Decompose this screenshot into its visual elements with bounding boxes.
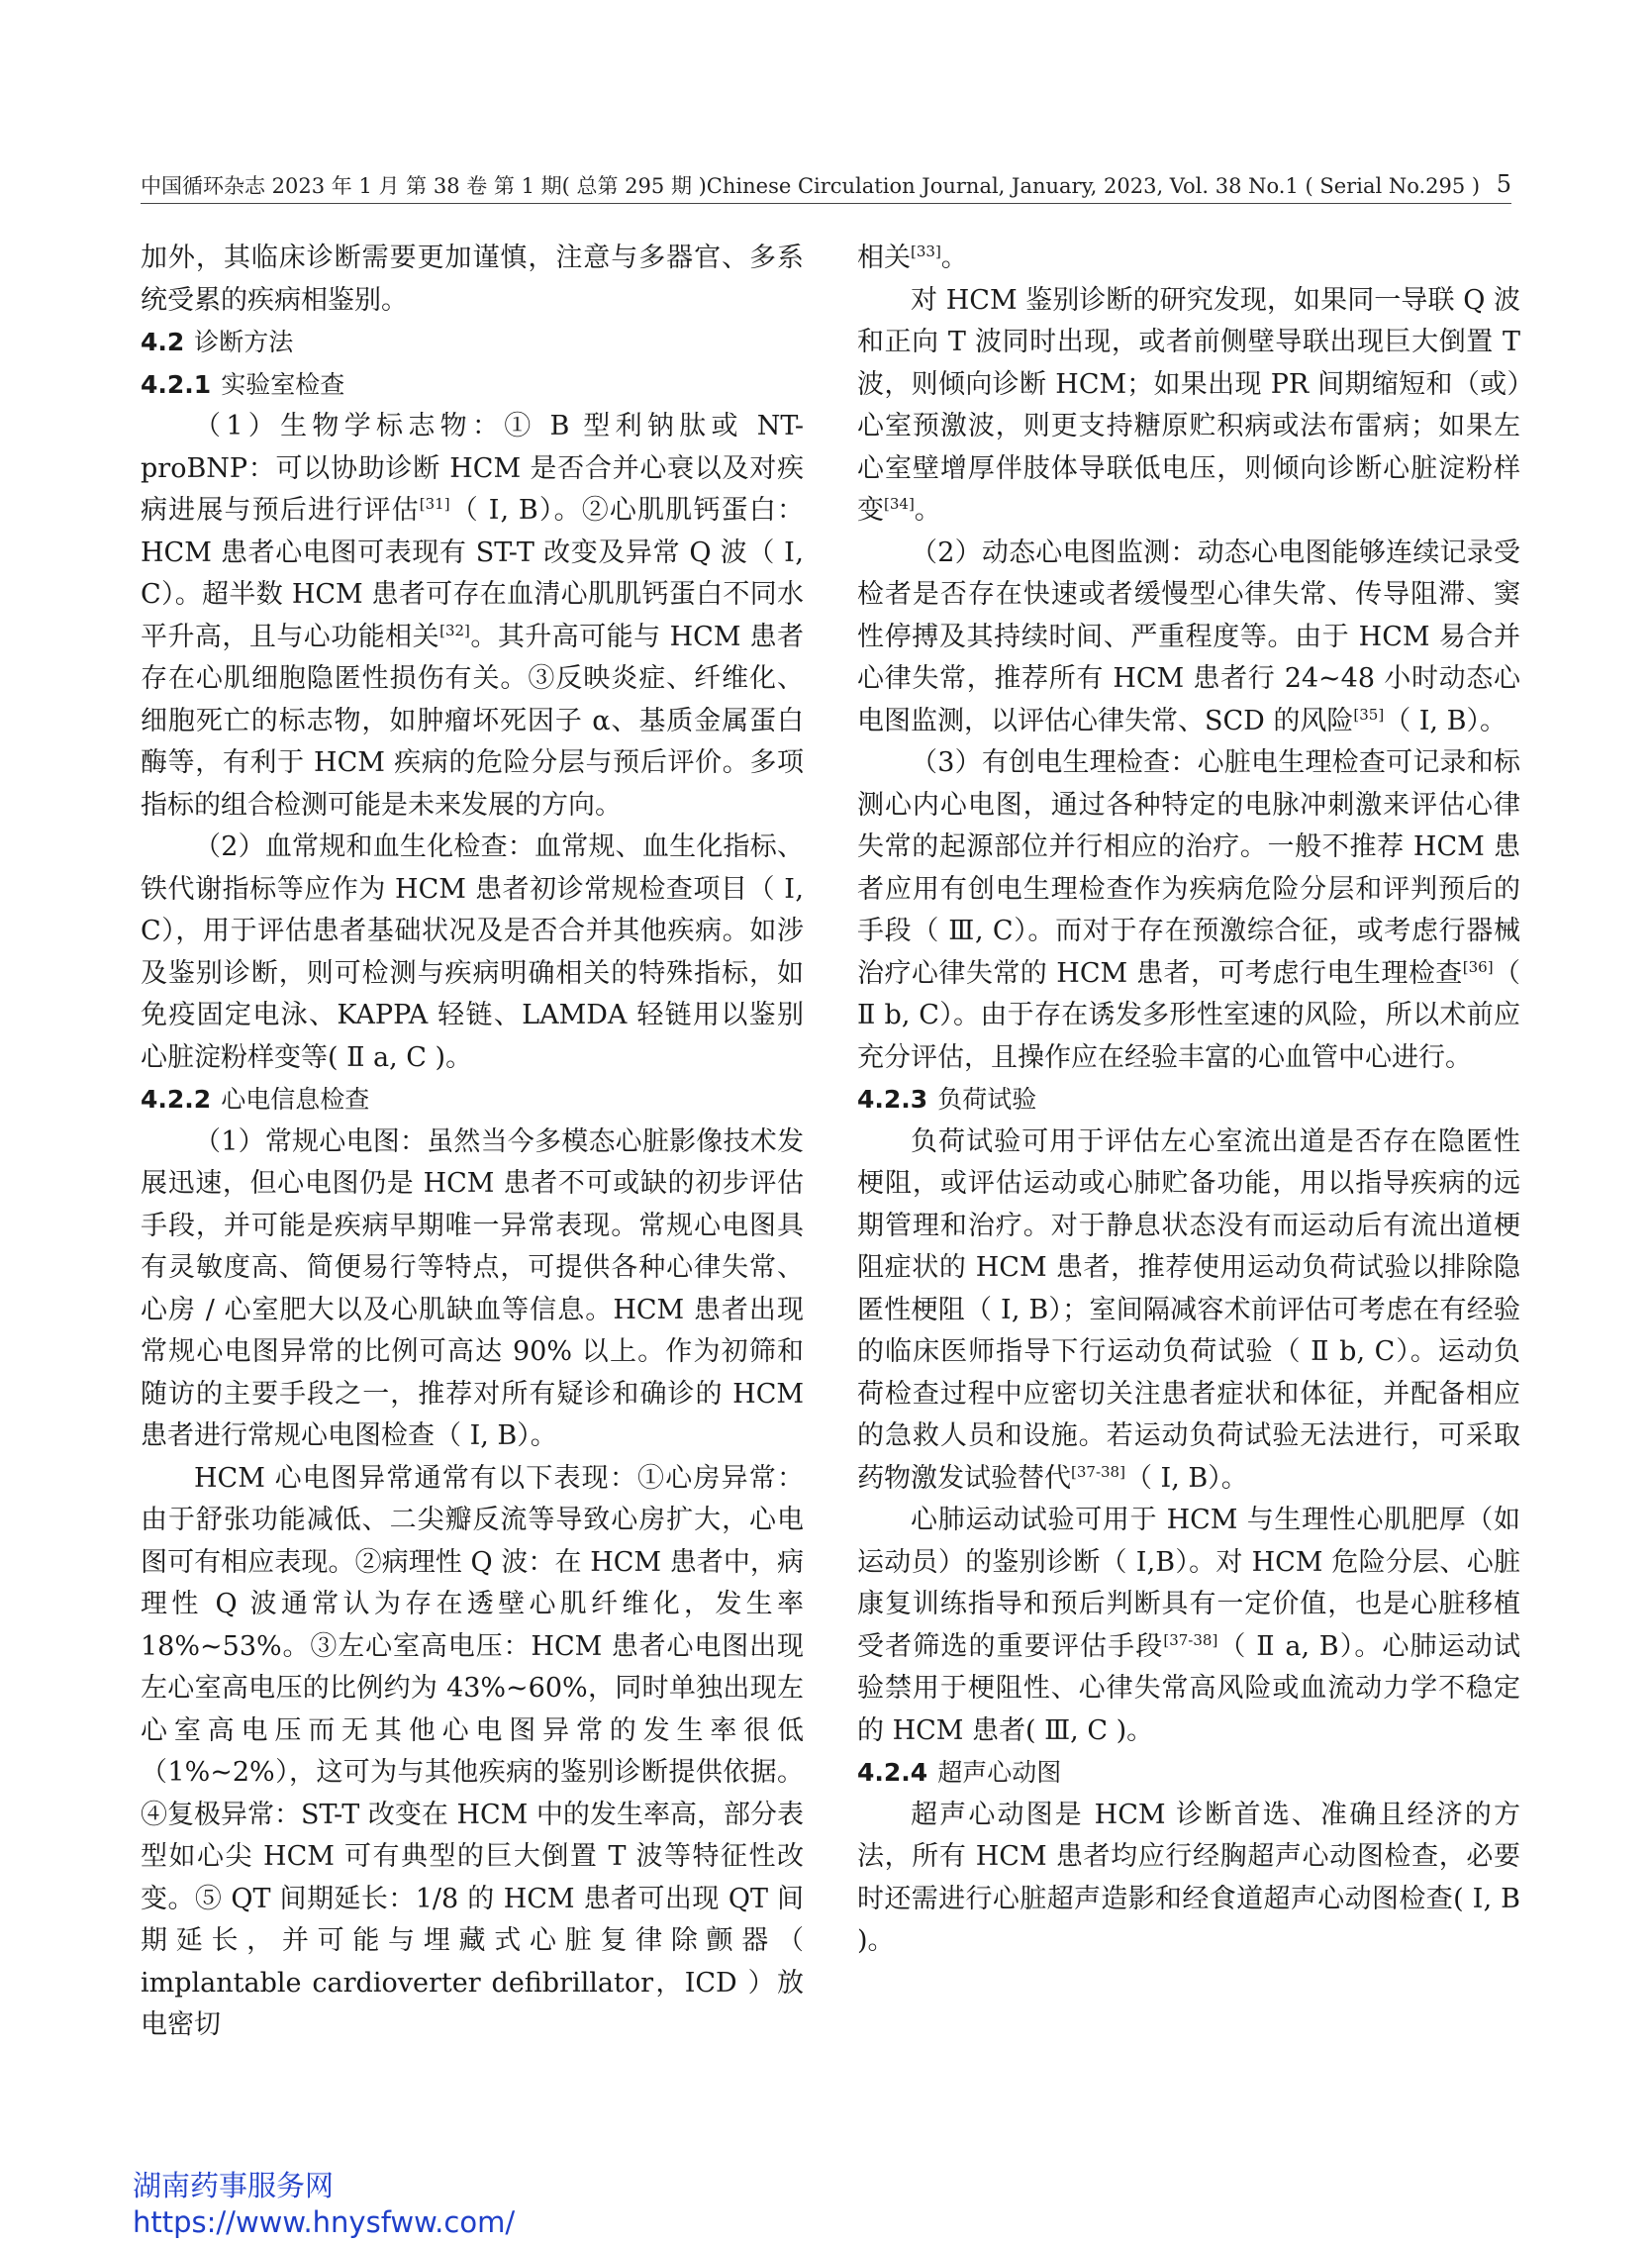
paragraph: HCM 心电图异常通常有以下表现：①心房异常：由于舒张功能减低、二尖瓣反流等导致心房扩大，心电图可有相应表现。②病理性 Q 波：在 HCM 患者中，病理性 Q 波通常认为存在透壁心肌纤维化，发生率 18%~53%。③左心室高电压：HCM 患者心电图出现左心室高电压的比例约为 43%~60%，同时单独出现左心室高电压而无其他心电图异常的发生率很低（1%~2%），这可为与其他疾病的鉴别诊断提供依据。④复极异常：ST-T 改变在 HCM 中的发生率高，部分表型如心尖 HCM 可有典型的巨大倒置 T 波等特征性改变。⑤ QT 间期延长：1/8 的 HCM 患者可出现 QT 间期延长，并可能与埋藏式心脏复律除颤器（ implantable cardioverter defibrillator，ICD ）放电密切 xyxy=(141,1462,804,2040)
journal-citation: 中国循环杂志 2023 年 1 月 第 38 卷 第 1 期( 总第 295 期 )Chinese Circulation Journal, January, 2023, Vol. 38 No.1 ( Serial No.295 ) xyxy=(141,174,1481,198)
citation: [37-38] xyxy=(1071,1462,1125,1481)
running-header xyxy=(141,170,1511,200)
left-column xyxy=(141,238,804,2047)
subsection-heading: 4.2.2 心电信息检查 xyxy=(141,1085,370,1114)
watermark-url[interactable]: https://www.hnysfww.com/ xyxy=(133,2205,516,2239)
right-column xyxy=(857,238,1520,1963)
paragraph: 相关[33]。 xyxy=(857,243,968,273)
paragraph: 负荷试验可用于评估左心室流出道是否存在隐匿性梗阻，或评估运动或心肺贮备功能，用以指导疾病的远期管理和治疗。对于静息状态没有而运动后有流出道梗阻症状的 HCM 患者，推荐使用运动负荷试验以排除隐匿性梗阻（ Ⅰ, B）；室间隔减容术前评估可考虑在有经验的临床医师指导下行运动负荷试验（ Ⅱ b, C）。运动负荷检查过程中应密切关注患者症状和体征，并配备相应的急救人员和设施。若运动负荷试验无法进行，可采取药物激发试验替代[37-38]（ Ⅰ, B）。 xyxy=(857,1125,1520,1494)
paragraph: （2）动态心电图监测：动态心电图能够连续记录受检者是否存在快速或者缓慢型心律失常、传导阻滞、窦性停搏及其持续时间、严重程度等。由于 HCM 易合并心律失常，推荐所有 HCM 患者行 24~48 小时动态心电图监测，以评估心律失常、SCD 的风险[35]（ Ⅰ, B）。 xyxy=(857,537,1520,736)
citation: [36] xyxy=(1462,957,1494,976)
section-heading: 4.2 诊断方法 xyxy=(141,328,294,356)
citation: [32] xyxy=(439,621,470,639)
paragraph: 对 HCM 鉴别诊断的研究发现，如果同一导联 Q 波和正向 T 波同时出现，或者前侧壁导联出现巨大倒置 T 波，则倾向诊断 HCM；如果出现 PR 间期缩短和（或）心室预激波，则更支持糖原贮积病或法布雷病；如果左心室壁增厚伴肢体导联低电压，则倾向诊断心脏淀粉样变[34]。 xyxy=(857,284,1520,526)
header-rule xyxy=(141,203,1511,204)
citation: [31] xyxy=(419,495,450,513)
watermark xyxy=(133,2168,515,2241)
paragraph: 心肺运动试验可用于 HCM 与生理性心肌肥厚（如运动员）的鉴别诊断（ Ⅰ,B）。对 HCM 危险分层、心脏康复训练指导和预后判断具有一定价值，也是心脏移植受者筛选的重要评估手段[37-38]（ Ⅱ a, B）。心肺运动试验禁用于梗阻性、心律失常高风险或血流动力学不稳定的 HCM 患者( Ⅲ, C )。 xyxy=(857,1505,1520,1746)
paragraph: （2）血常规和血生化检查：血常规、血生化指标、铁代谢指标等应作为 HCM 患者初诊常规检查项目（ Ⅰ, C），用于评估患者基础状况及是否合并其他疾病。如涉及鉴别诊断，则可检测与疾病明确相关的特殊指标，如免疫固定电泳、KAPPA 轻链、LAMDA 轻链用以鉴别心脏淀粉样变等( Ⅱ a, C )。 xyxy=(141,831,804,1073)
subsection-heading: 4.2.1 实验室检查 xyxy=(141,369,345,399)
paragraph: （3）有创电生理检查：心脏电生理检查可记录和标测心内心电图，通过各种特定的电脉冲刺激来评估心律失常的起源部位并行相应的治疗。一般不推荐 HCM 患者应用有创电生理检查作为疾病危险分层和评判预后的手段（ Ⅲ, C）。而对于存在预激综合征，或考虑行器械治疗心律失常的 HCM 患者，可考虑行电生理检查[36]（ Ⅱ b, C）。由于存在诱发多形性室速的风险，所以术前应充分评估，且操作应在经验丰富的心血管中心进行。 xyxy=(857,747,1521,1073)
paragraph: 超声心动图是 HCM 诊断首选、准确且经济的方法，所有 HCM 患者均应行经胸超声心动图检查，必要时还需进行心脏超声造影和经食道超声心动图检查( Ⅰ, B )。 xyxy=(857,1799,1520,1956)
citation: [35] xyxy=(1353,705,1385,724)
paragraph: （1）生物学标志物：① B 型利钠肽或 NT-proBNP：可以协助诊断 HCM 是否合并心衰以及对疾病进展与预后进行评估[31]（ Ⅰ, B）。②心肌肌钙蛋白：HCM 患者心电图可表现有 ST-T 改变及异常 Q 波（ Ⅰ, C）。超半数 HCM 患者可存在血清心肌肌钙蛋白不同水平升高，且与心功能相关[32]。其升高可能与 HCM 患者存在心肌细胞隐匿性损伤有关。③反映炎症、纤维化、细胞死亡的标志物，如肿瘤坏死因子 α、基质金属蛋白酶等，有利于 HCM 疾病的危险分层与预后评价。多项指标的组合检测可能是未来发展的方向。 xyxy=(141,411,804,821)
paragraph: 加外，其临床诊断需要更加谨慎，注意与多器官、多系统受累的疾病相鉴别。 xyxy=(141,243,804,316)
citation: [33] xyxy=(911,243,941,260)
subsection-heading: 4.2.3 负荷试验 xyxy=(857,1085,1037,1114)
page-number: 5 xyxy=(1496,170,1511,198)
paragraph: （1）常规心电图：虽然当今多模态心脏影像技术发展迅速，但心电图仍是 HCM 患者不可或缺的初步评估手段，并可能是疾病早期唯一异常表现。常规心电图具有灵敏度高、简便易行等特点，可提供各种心律失常、心房 / 心室肥大以及心肌缺血等信息。HCM 患者出现常规心电图异常的比例可高达 90% 以上。作为初筛和随访的主要手段之一，推荐对所有疑诊和确诊的 HCM 患者进行常规心电图检查（ Ⅰ, B）。 xyxy=(141,1125,804,1451)
watermark-site-name: 湖南药事服务网 xyxy=(133,2169,335,2202)
citation: [34] xyxy=(884,495,915,513)
subsection-heading: 4.2.4 超声心动图 xyxy=(857,1758,1062,1787)
citation: [37-38] xyxy=(1163,1630,1218,1649)
